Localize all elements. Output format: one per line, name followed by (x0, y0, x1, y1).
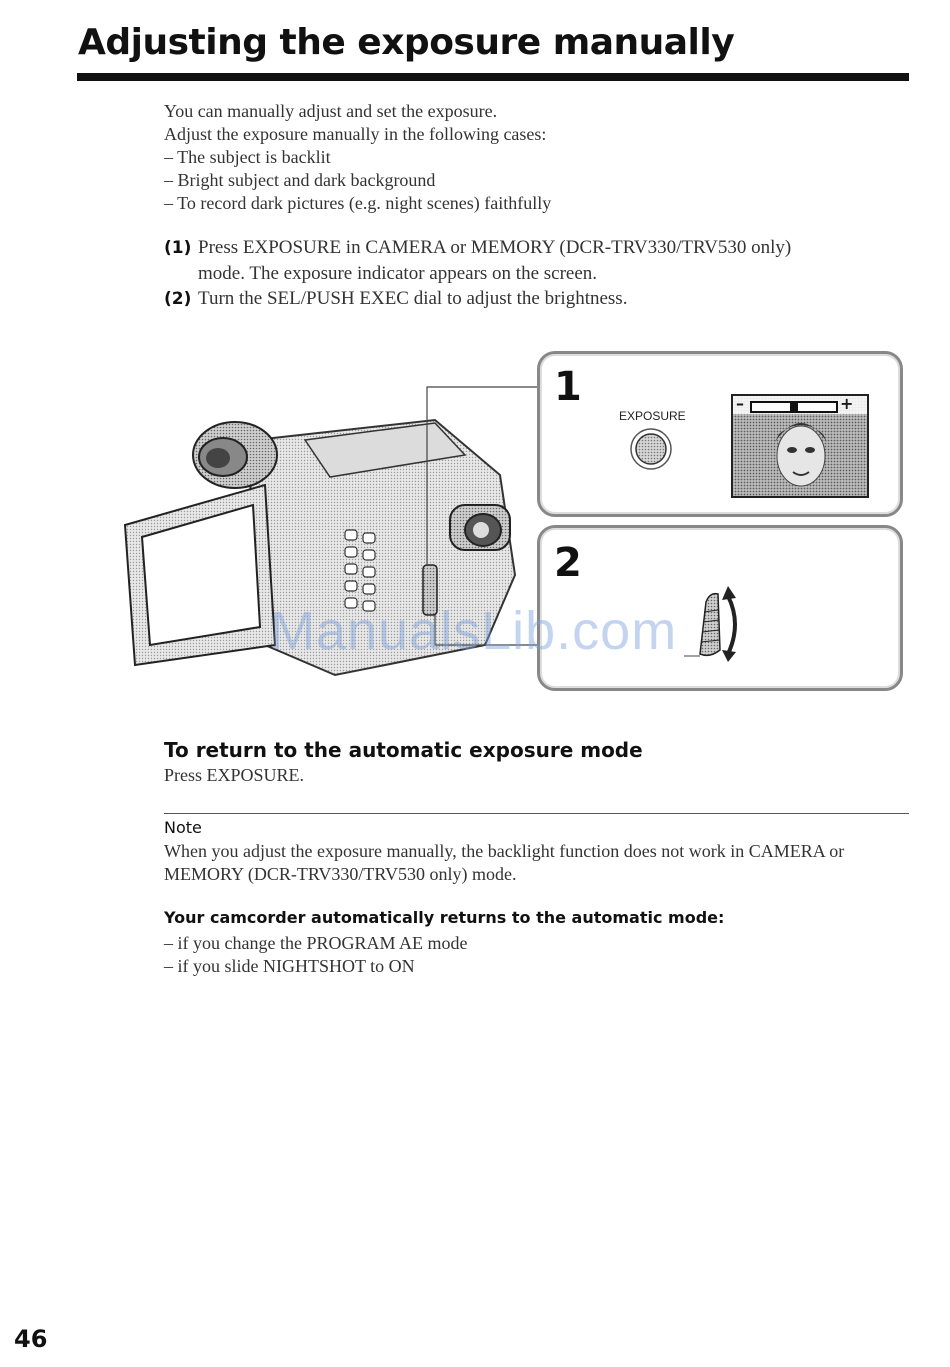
step-number: (1) (164, 238, 192, 258)
step-number: (2) (164, 289, 192, 309)
step-text: Press EXPOSURE in CAMERA or MEMORY (DCR-TRV330/TRV530 only) (198, 237, 792, 258)
list-item: – if you change the PROGRAM AE mode (164, 933, 468, 953)
exposure-indicator (736, 394, 864, 414)
step-1 (164, 235, 791, 261)
title-rule (77, 73, 909, 81)
note-text: When you adjust the exposure manually, the backlight function does not work in CAMERA or MEMORY (DCR-TRV330/TRV530 only) mode. (164, 841, 845, 884)
auto-mode-heading: Your camcorder automatically returns to the automatic mode: (164, 908, 725, 927)
watermark: ManualsLib.com (270, 601, 678, 661)
intro-text (164, 100, 551, 215)
return-heading: To return to the automatic exposure mode (164, 738, 643, 762)
return-text: Press EXPOSURE. (164, 765, 305, 785)
indicator-minus: – (736, 394, 744, 413)
indicator-scale (750, 401, 838, 413)
list-item: – if you slide NIGHTSHOT to ON (164, 956, 415, 976)
auto-mode-list (164, 932, 467, 978)
intro-line: – To record dark pictures (e.g. night scenes) faithfully (164, 193, 552, 213)
page-title: Adjusting the exposure manually (78, 22, 735, 63)
intro-line: Adjust the exposure manually in the following cases: (164, 124, 547, 144)
intro-line: You can manually adjust and set the exposure. (164, 101, 498, 121)
indicator-plus: + (840, 394, 854, 413)
step-text: Turn the SEL/PUSH EXEC dial to adjust the brightness. (198, 288, 628, 309)
note-divider (164, 813, 909, 814)
intro-line: – The subject is backlit (164, 147, 331, 167)
step-2 (164, 286, 791, 312)
exposure-button-icon (626, 424, 676, 474)
steps-list (164, 235, 791, 312)
exposure-button-label: EXPOSURE (619, 409, 686, 423)
indicator-marker (790, 401, 798, 413)
note-title: Note (164, 818, 202, 837)
step-text-continuation: mode. The exposure indicator appears on the screen. (198, 263, 598, 284)
intro-line: – Bright subject and dark background (164, 170, 436, 190)
step-1-continuation (164, 261, 791, 286)
page-number: 46 (14, 1325, 48, 1353)
panel-number: 1 (554, 364, 582, 410)
step-1-panel (537, 351, 903, 517)
panel-number: 2 (554, 540, 582, 586)
dial-rotate-icon (680, 584, 760, 664)
